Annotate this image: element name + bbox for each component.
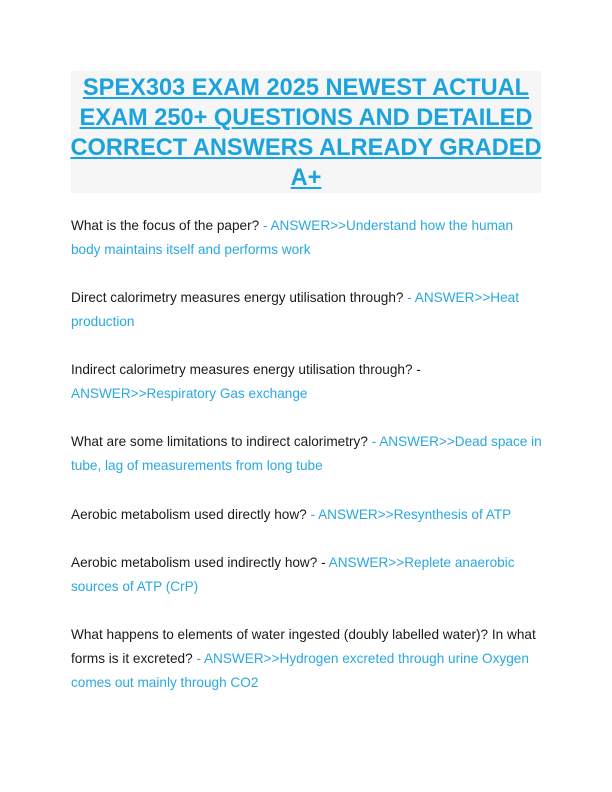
qa-item <box>71 286 545 334</box>
question-text: Aerobic metabolism used directly how? <box>71 507 307 522</box>
question-text: What is the focus of the paper? <box>71 218 260 233</box>
question-text: Direct calorimetry measures energy utilisation through? <box>71 290 404 305</box>
question-text: Indirect calorimetry measures energy utilisation through? - <box>71 362 421 377</box>
question-text: Aerobic metabolism used indirectly how? - <box>71 555 326 570</box>
answer-text: ANSWER>>Replete anaerobic sources of ATP (CrP) <box>71 555 515 594</box>
qa-item <box>71 358 545 406</box>
qa-item <box>71 503 545 527</box>
answer-text: - ANSWER>>Resynthesis of ATP <box>306 507 512 522</box>
answer-text: - ANSWER>>Hydrogen excreted through urine Oxygen comes out mainly through CO2 <box>71 651 529 690</box>
document-title: SPEX303 EXAM 2025 NEWEST ACTUAL EXAM 250+ QUESTIONS AND DETAILED CORRECT ANSWERS ALREADY GRADED A+ <box>70 75 542 191</box>
qa-item <box>71 214 545 262</box>
question-text: What are some limitations to indirect calorimetry? <box>71 434 368 449</box>
answer-text: - ANSWER>>Dead space in tube, lag of measurements from long tube <box>71 434 542 473</box>
answer-text: - ANSWER>>Heat production <box>71 290 520 329</box>
qa-item <box>71 430 545 478</box>
qa-item <box>71 551 545 599</box>
answer-text: ANSWER>>Respiratory Gas exchange <box>71 386 308 401</box>
question-text: What happens to elements of water ingested (doubly labelled water)? In what forms is it excreted? <box>71 627 536 666</box>
answer-text: - ANSWER>>Understand how the human body maintains itself and performs work <box>71 218 514 257</box>
qa-item <box>71 623 545 695</box>
